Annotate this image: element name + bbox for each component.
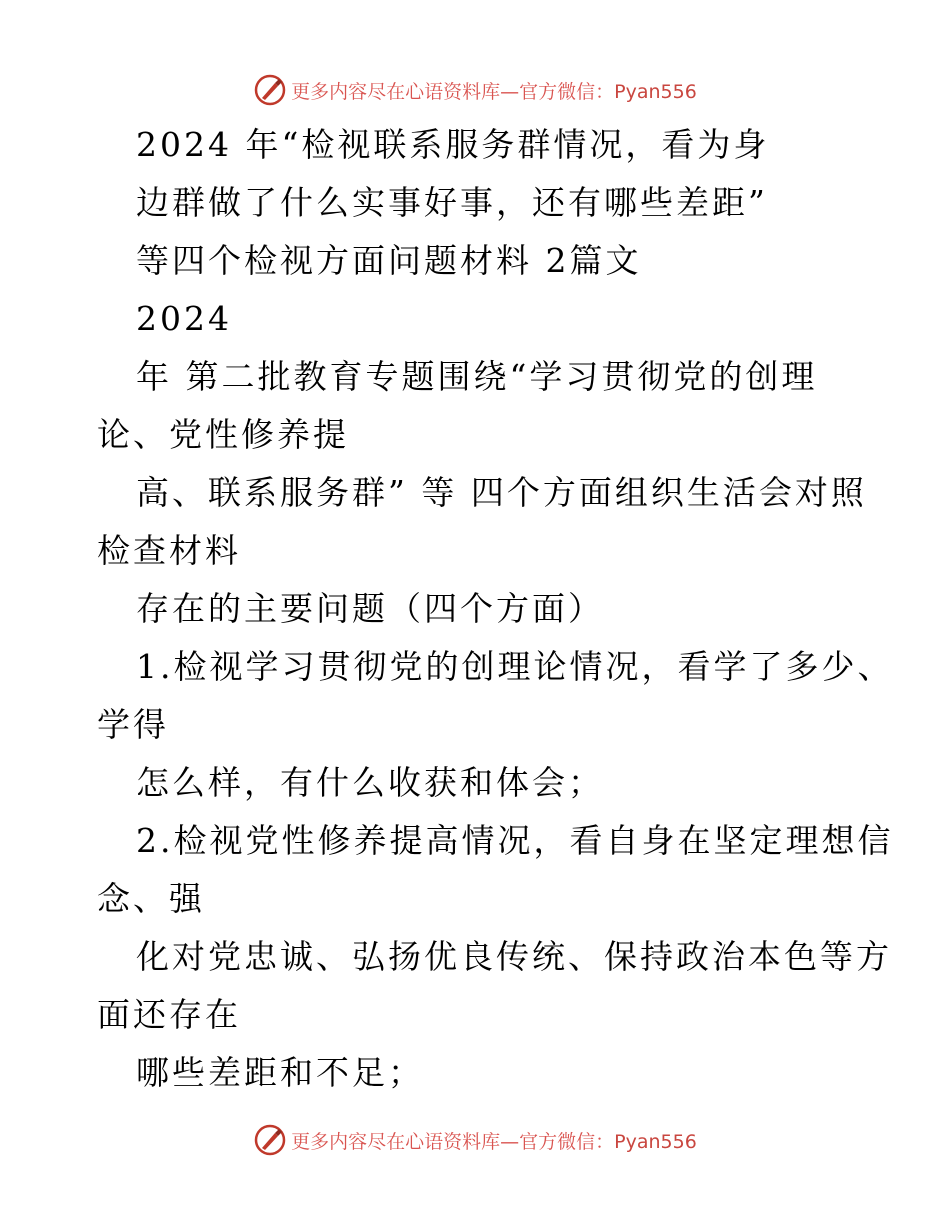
text-line: 等四个检视方面问题材料 2篇文 [136,241,642,280]
text-line: 哪些差距和不足； [136,1053,424,1092]
text-line: 念、强 [97,879,205,918]
watermark-text: 更多内容尽在心语资料库—官方微信：Pyan556 [291,1130,697,1153]
text-line: 化对党忠诚、弘扬优良传统、保持政治本色等方 [136,937,892,976]
pen-logo-icon [253,73,287,107]
text-line: 学得 [97,705,169,744]
text-line: 高、联系服务群” 等 四个方面组织生活会对照 [136,473,867,512]
text-line: 年 第二批教育专题围绕“学习贯彻党的创理 [136,357,818,396]
text-line: 论、党性修养提 [97,415,349,454]
text-line: 怎么样，有什么收获和体会； [136,763,604,802]
text-line: 检查材料 [97,531,241,570]
header-watermark [0,70,950,110]
watermark-text: 更多内容尽在心语资料库—官方微信：Pyan556 [291,80,697,103]
text-line: 2024 [136,299,232,338]
text-line: 面还存在 [97,995,241,1034]
text-line: 2024 年“检视联系服务群情况，看为身 [136,125,770,164]
text-line: 存在的主要问题（四个方面） [136,589,604,628]
footer-watermark [0,1120,950,1160]
pen-logo-icon [253,1123,287,1157]
text-line: 1.检视学习贯彻党的创理论情况，看学了多少、 [136,647,894,686]
text-line: 2.检视党性修养提高情况，看自身在坚定理想信 [136,821,894,860]
text-line: 边群做了什么实事好事，还有哪些差距” [136,183,768,222]
